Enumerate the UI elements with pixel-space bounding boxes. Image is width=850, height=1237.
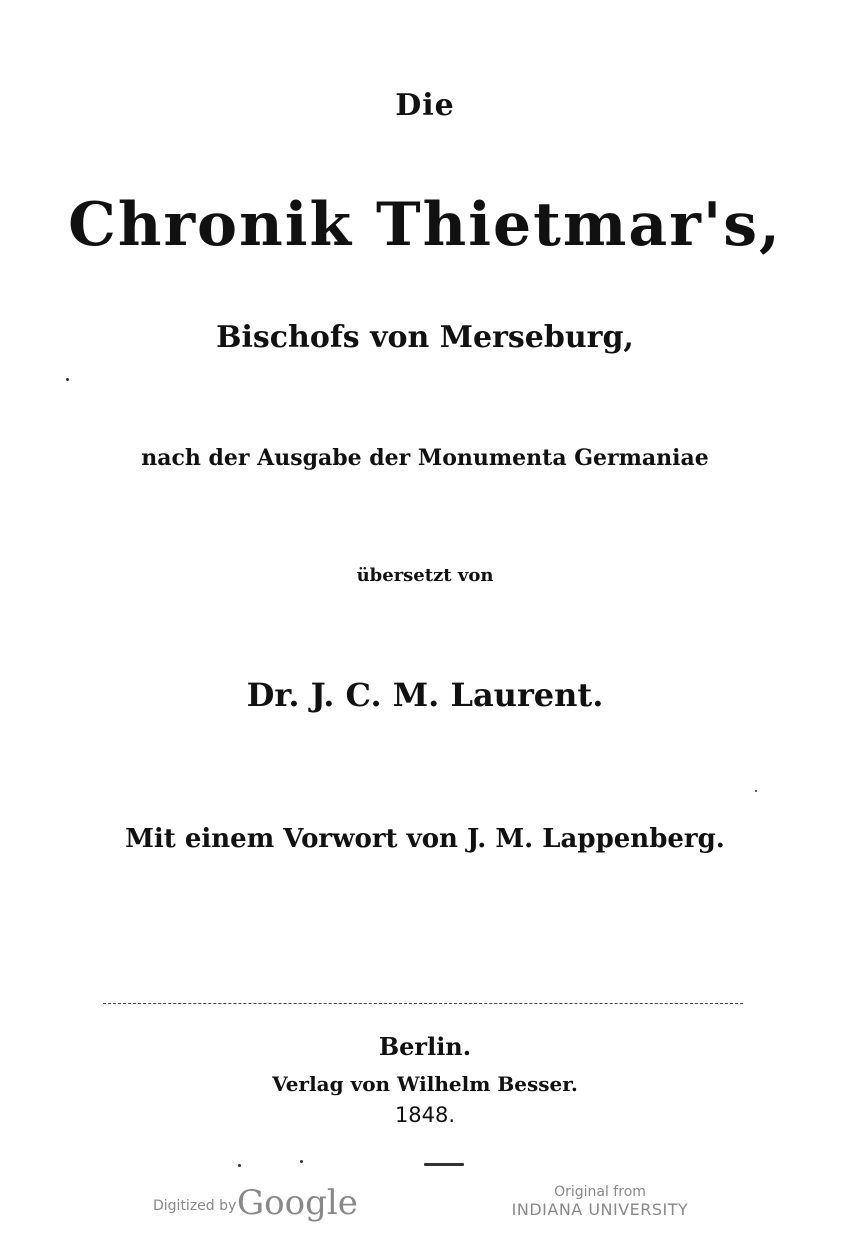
- translated-by-line: übersetzt von: [356, 565, 494, 586]
- heading-die: Die: [395, 88, 455, 123]
- google-logo: Google: [237, 1183, 358, 1223]
- library-name: INDIANA UNIVERSITY: [511, 1200, 689, 1219]
- foreword-line: Mit einem Vorwort von J. M. Lappenberg.: [125, 824, 725, 854]
- book-title: Chronik Thietmar's,: [68, 190, 782, 260]
- ink-speck: [755, 790, 757, 792]
- ink-speck: [300, 1160, 303, 1163]
- digitized-by-label: Digitized by: [153, 1198, 237, 1214]
- publication-city: Berlin.: [378, 1032, 472, 1061]
- ink-speck: [424, 1163, 464, 1166]
- subtitle-bishop: Bischofs von Merseburg,: [216, 320, 634, 355]
- publisher-line: Verlag von Wilhelm Besser.: [272, 1072, 578, 1096]
- ink-speck: [238, 1164, 241, 1167]
- translator-name: Dr. J. C. M. Laurent.: [246, 676, 604, 714]
- source-credit: [505, 1184, 695, 1219]
- publication-year: 1848.: [394, 1103, 456, 1127]
- ink-speck: [66, 378, 69, 381]
- edition-line: nach der Ausgabe der Monumenta Germaniae: [141, 445, 709, 471]
- original-from-label: Original from: [554, 1184, 646, 1200]
- divider-rule: [103, 1003, 743, 1004]
